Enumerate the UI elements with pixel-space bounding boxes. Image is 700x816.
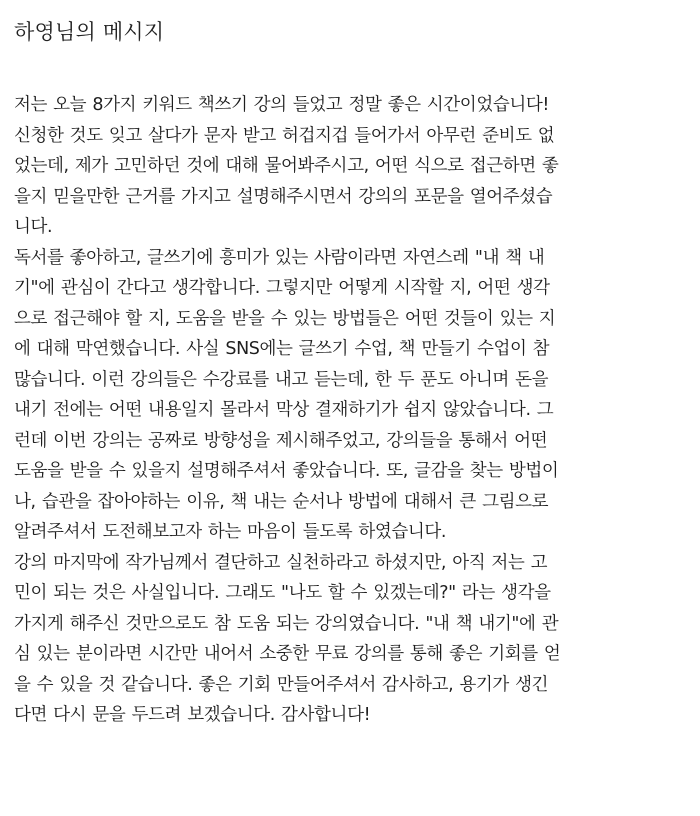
message-line: 민이 되는 것은 사실입니다. 그래도 "나도 할 수 있겠는데?" 라는 생각을 [14,583,551,603]
message-line: 심 있는 분이라면 시간만 내어서 소중한 무료 강의를 통해 좋은 기회를 얻 [14,644,561,664]
message-line: 신청한 것도 잊고 살다가 문자 받고 허겁지겁 들어가서 아무런 준비도 없 [14,125,555,146]
message-line: 으로 접근해야 할 지, 도움을 받을 수 있는 방법들은 어떤 것들이 있는 지 [14,308,556,329]
message-line: 에 대해 막연했습니다. 사실 SNS에는 글쓰기 수업, 책 만들기 수업이 참 [14,339,550,359]
message-line: 가지게 해주신 것만으로도 참 도움 되는 강의였습니다. "내 책 내기"에 관 [14,613,559,634]
message-line: 독서를 좋아하고, 글쓰기에 흥미가 있는 사람이라면 자연스레 "내 책 내 [14,247,545,268]
message-line: 었는데, 제가 고민하던 것에 대해 물어봐주시고, 어떤 식으로 접근하면 좋 [14,156,559,176]
message-line: 을지 믿을만한 근거를 가지고 설명해주시면서 강의의 포문을 열어주셨습 [14,186,553,207]
message-line: 다면 다시 문을 두드려 보겠습니다. 감사합니다! [14,705,371,725]
message-line: 을 수 있을 것 같습니다. 좋은 기회 만들어주셔서 감사하고, 용기가 생긴 [14,674,549,695]
message-line: 저는 오늘 8가지 키워드 책쓰기 강의 들었고 정말 좋은 시간이었습니다! [14,95,549,115]
message-line: 기"에 관심이 간다고 생각합니다. 그렇지만 어떻게 시작할 지, 어떤 생각 [14,278,550,298]
message-line: 나, 습관을 잡아야하는 이유, 책 내는 순서나 방법에 대해서 큰 그림으로 [14,491,549,512]
message-line: 강의 마지막에 작가님께서 결단하고 실천하라고 하셨지만, 아직 저는 고 [14,552,548,573]
message-line: 알려주셔서 도전해보고자 하는 마음이 들도록 하였습니다. [14,522,447,542]
message-body [14,90,680,731]
message-line: 내기 전에는 어떤 내용일지 몰라서 막상 결재하기가 쉽지 않았습니다. 그 [14,400,554,420]
message-title: 하영님의 메시지 [14,20,165,44]
message-line: 니다. [14,217,53,237]
message-line: 도움을 받을 수 있을지 설명해주셔서 좋았습니다. 또, 글감을 찾는 방법이 [14,461,559,481]
message-line: 런데 이번 강의는 공짜로 방향성을 제시해주었고, 강의들을 통해서 어떤 [14,430,548,451]
message-line: 많습니다. 이런 강의들은 수강료를 내고 듣는데, 한 두 푼도 아니며 돈을 [14,369,549,390]
